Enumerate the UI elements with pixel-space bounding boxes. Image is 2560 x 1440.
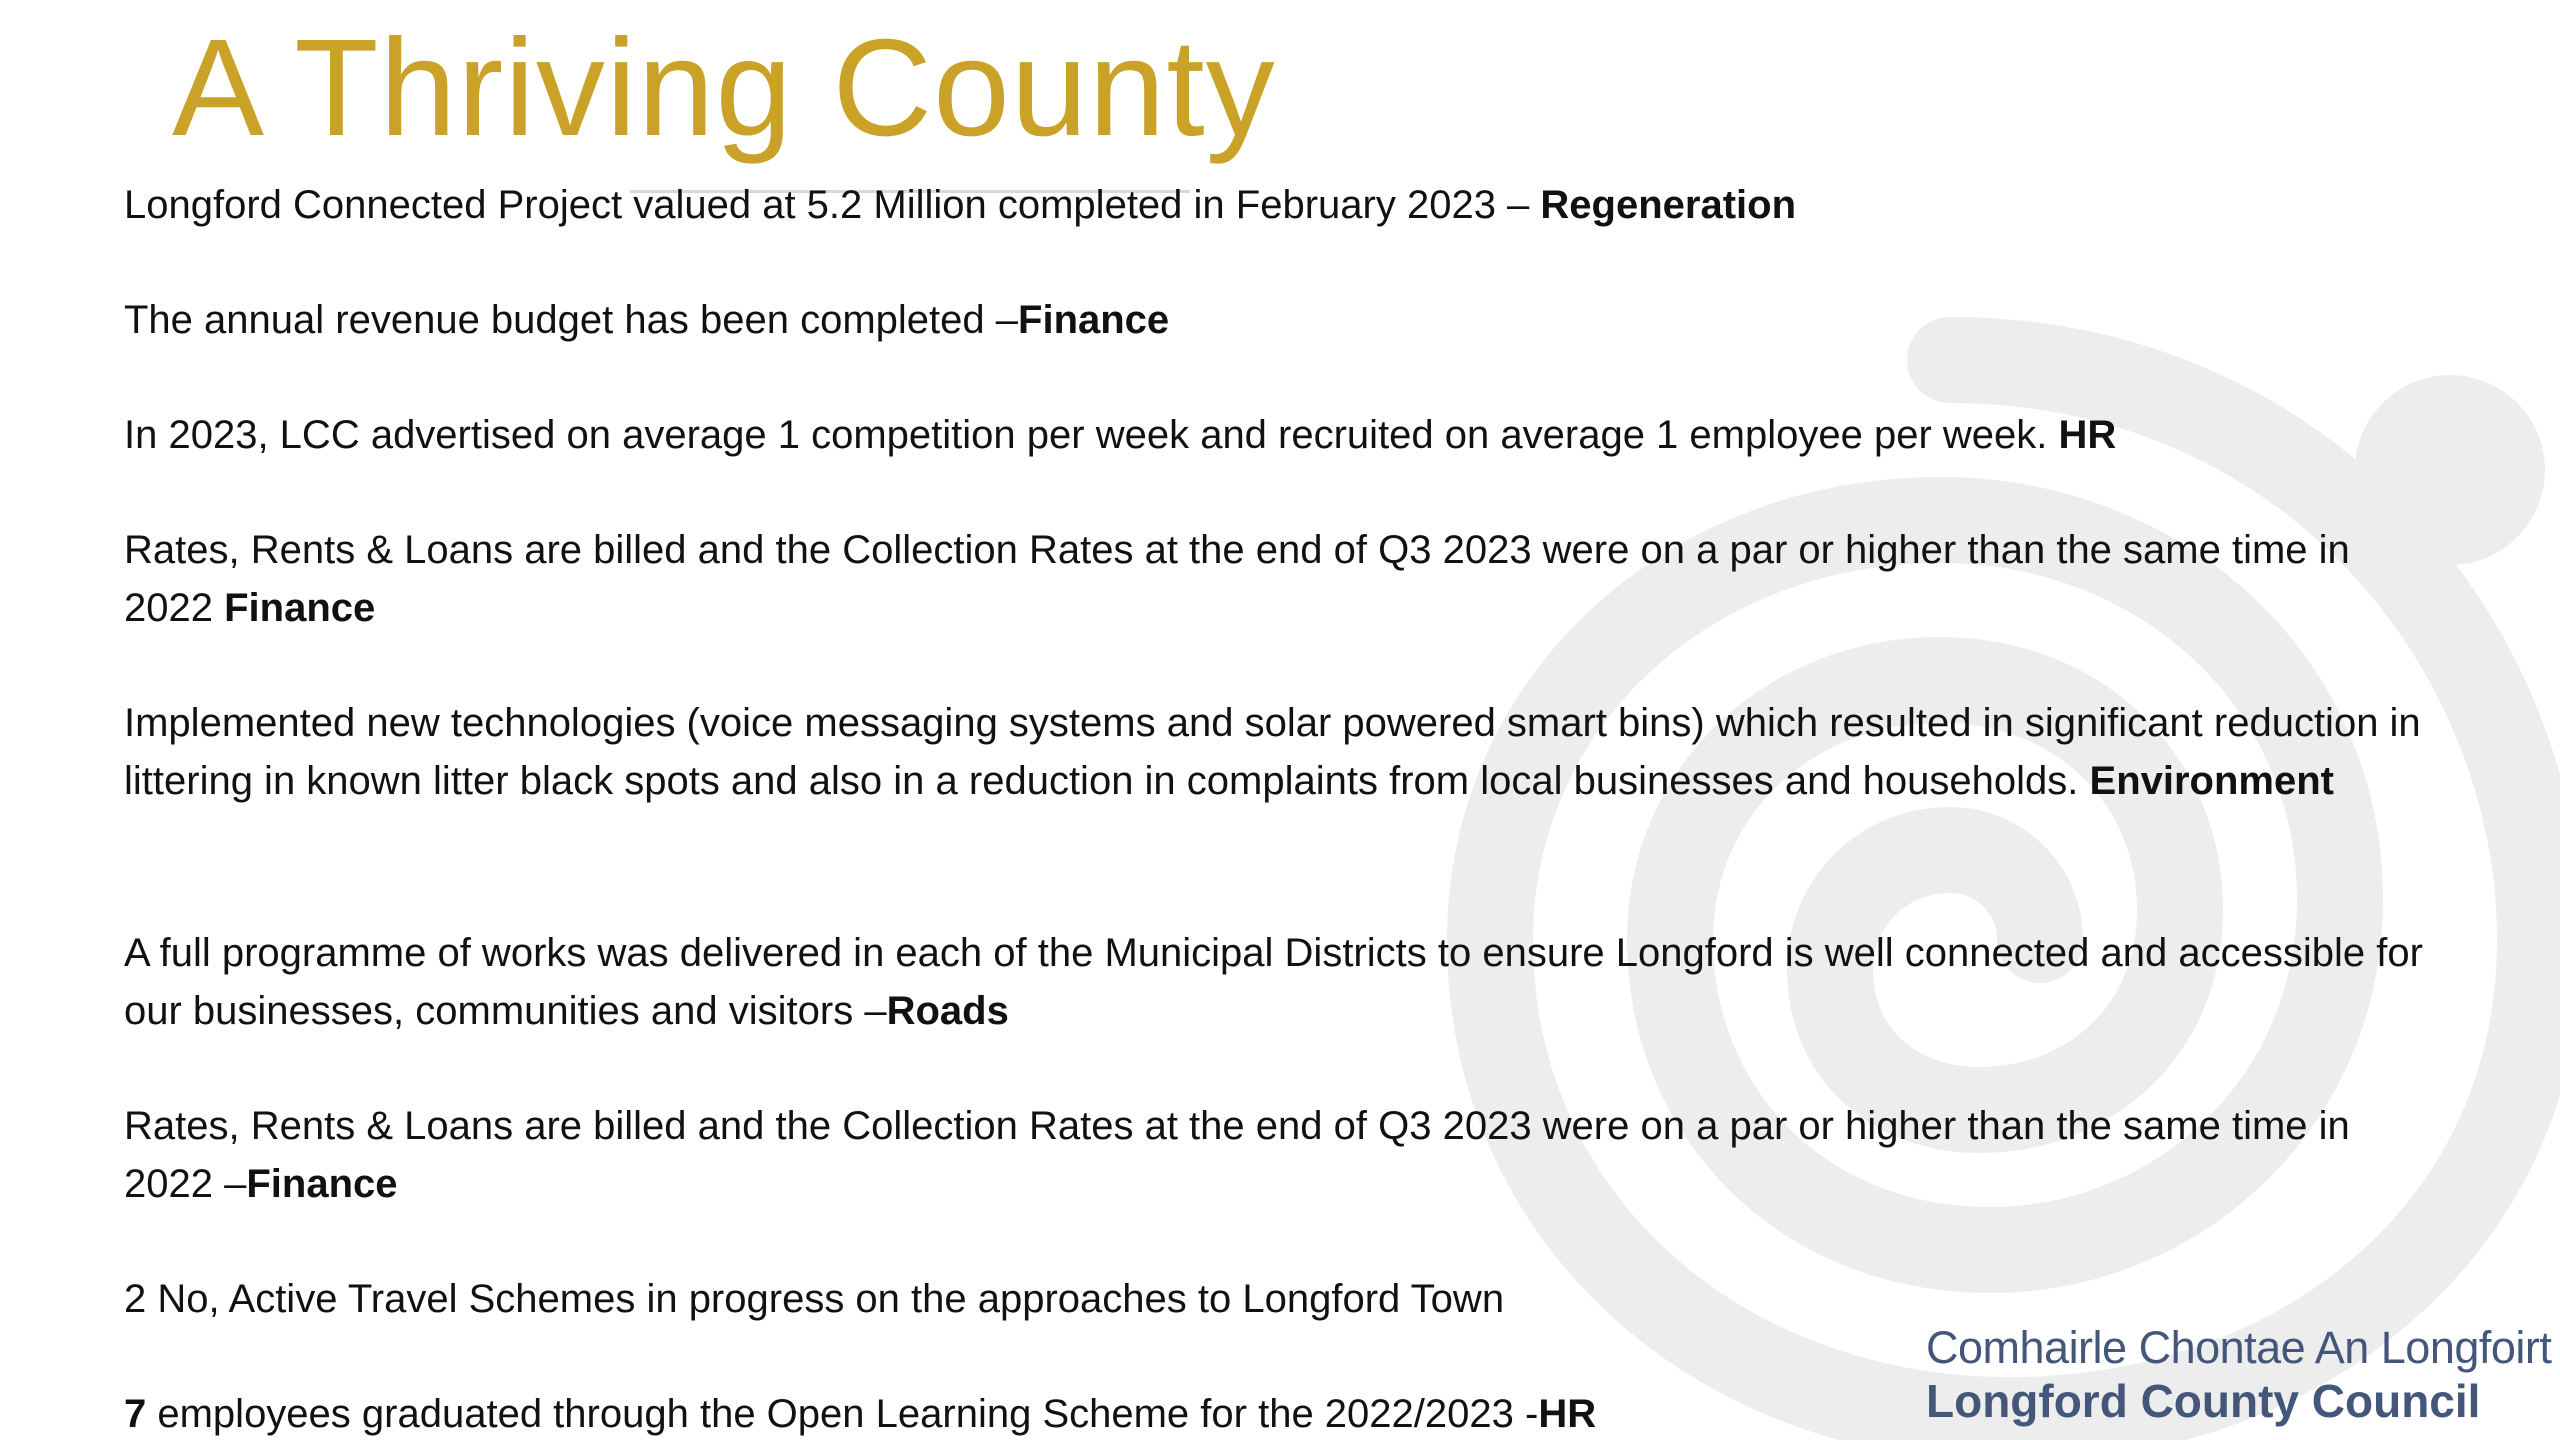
item-text: employees graduated through the Open Learning Scheme for the 2022/2023 -: [146, 1392, 1539, 1436]
list-item: [124, 1097, 2444, 1213]
item-lead-number: 7: [124, 1392, 147, 1436]
department-tag: Finance: [224, 586, 376, 630]
council-logo: [1926, 1322, 2551, 1428]
list-item: [124, 1385, 1596, 1440]
list-item: [124, 406, 2116, 464]
list-item: [124, 291, 1169, 349]
list-item: [124, 924, 2444, 1040]
department-tag: Finance: [246, 1162, 398, 1206]
logo-english-name: Longford County Council: [1926, 1375, 2481, 1427]
logo-irish-name: Comhairle Chontae An Longfoirt: [1926, 1322, 2552, 1373]
item-text: 2 No, Active Travel Schemes in progress on the approaches to Longford Town: [124, 1277, 1505, 1321]
item-text: In 2023, LCC advertised on average 1 competition per week and recruited on average 1 employee per week.: [124, 413, 2059, 457]
list-item: [124, 521, 2444, 637]
department-tag: Roads: [886, 989, 1009, 1033]
list-item: [124, 176, 1796, 234]
item-text: The annual revenue budget has been completed –: [124, 298, 1019, 342]
department-tag: HR: [2058, 413, 2117, 457]
department-tag: Finance: [1018, 298, 1170, 342]
slide-title: A Thriving County: [172, 11, 1276, 165]
item-text: Longford Connected Project valued at 5.2 Million completed in February 2023 –: [124, 183, 1541, 227]
list-item: [124, 1270, 1504, 1328]
department-tag: HR: [1538, 1392, 1597, 1436]
item-text: Implemented new technologies (voice messaging systems and solar powered smart bins) which resulted in significant reduction in littering in known litter black spots and also in a reduction in complaints from local businesses and households.: [124, 701, 2421, 803]
item-text: Rates, Rents & Loans are billed and the Collection Rates at the end of Q3 2023 were on a par or higher than the same time in 2022: [124, 528, 2350, 630]
item-text: Rates, Rents & Loans are billed and the Collection Rates at the end of Q3 2023 were on a par or higher than the same time in 2022 –: [124, 1104, 2350, 1206]
item-text: A full programme of works was delivered in each of the Municipal Districts to ensure Longford is well connected and accessible for our businesses, communities and visitors –: [124, 931, 2423, 1033]
department-tag: Regeneration: [1540, 183, 1797, 227]
list-item: [124, 694, 2444, 810]
department-tag: Environment: [2089, 759, 2334, 803]
